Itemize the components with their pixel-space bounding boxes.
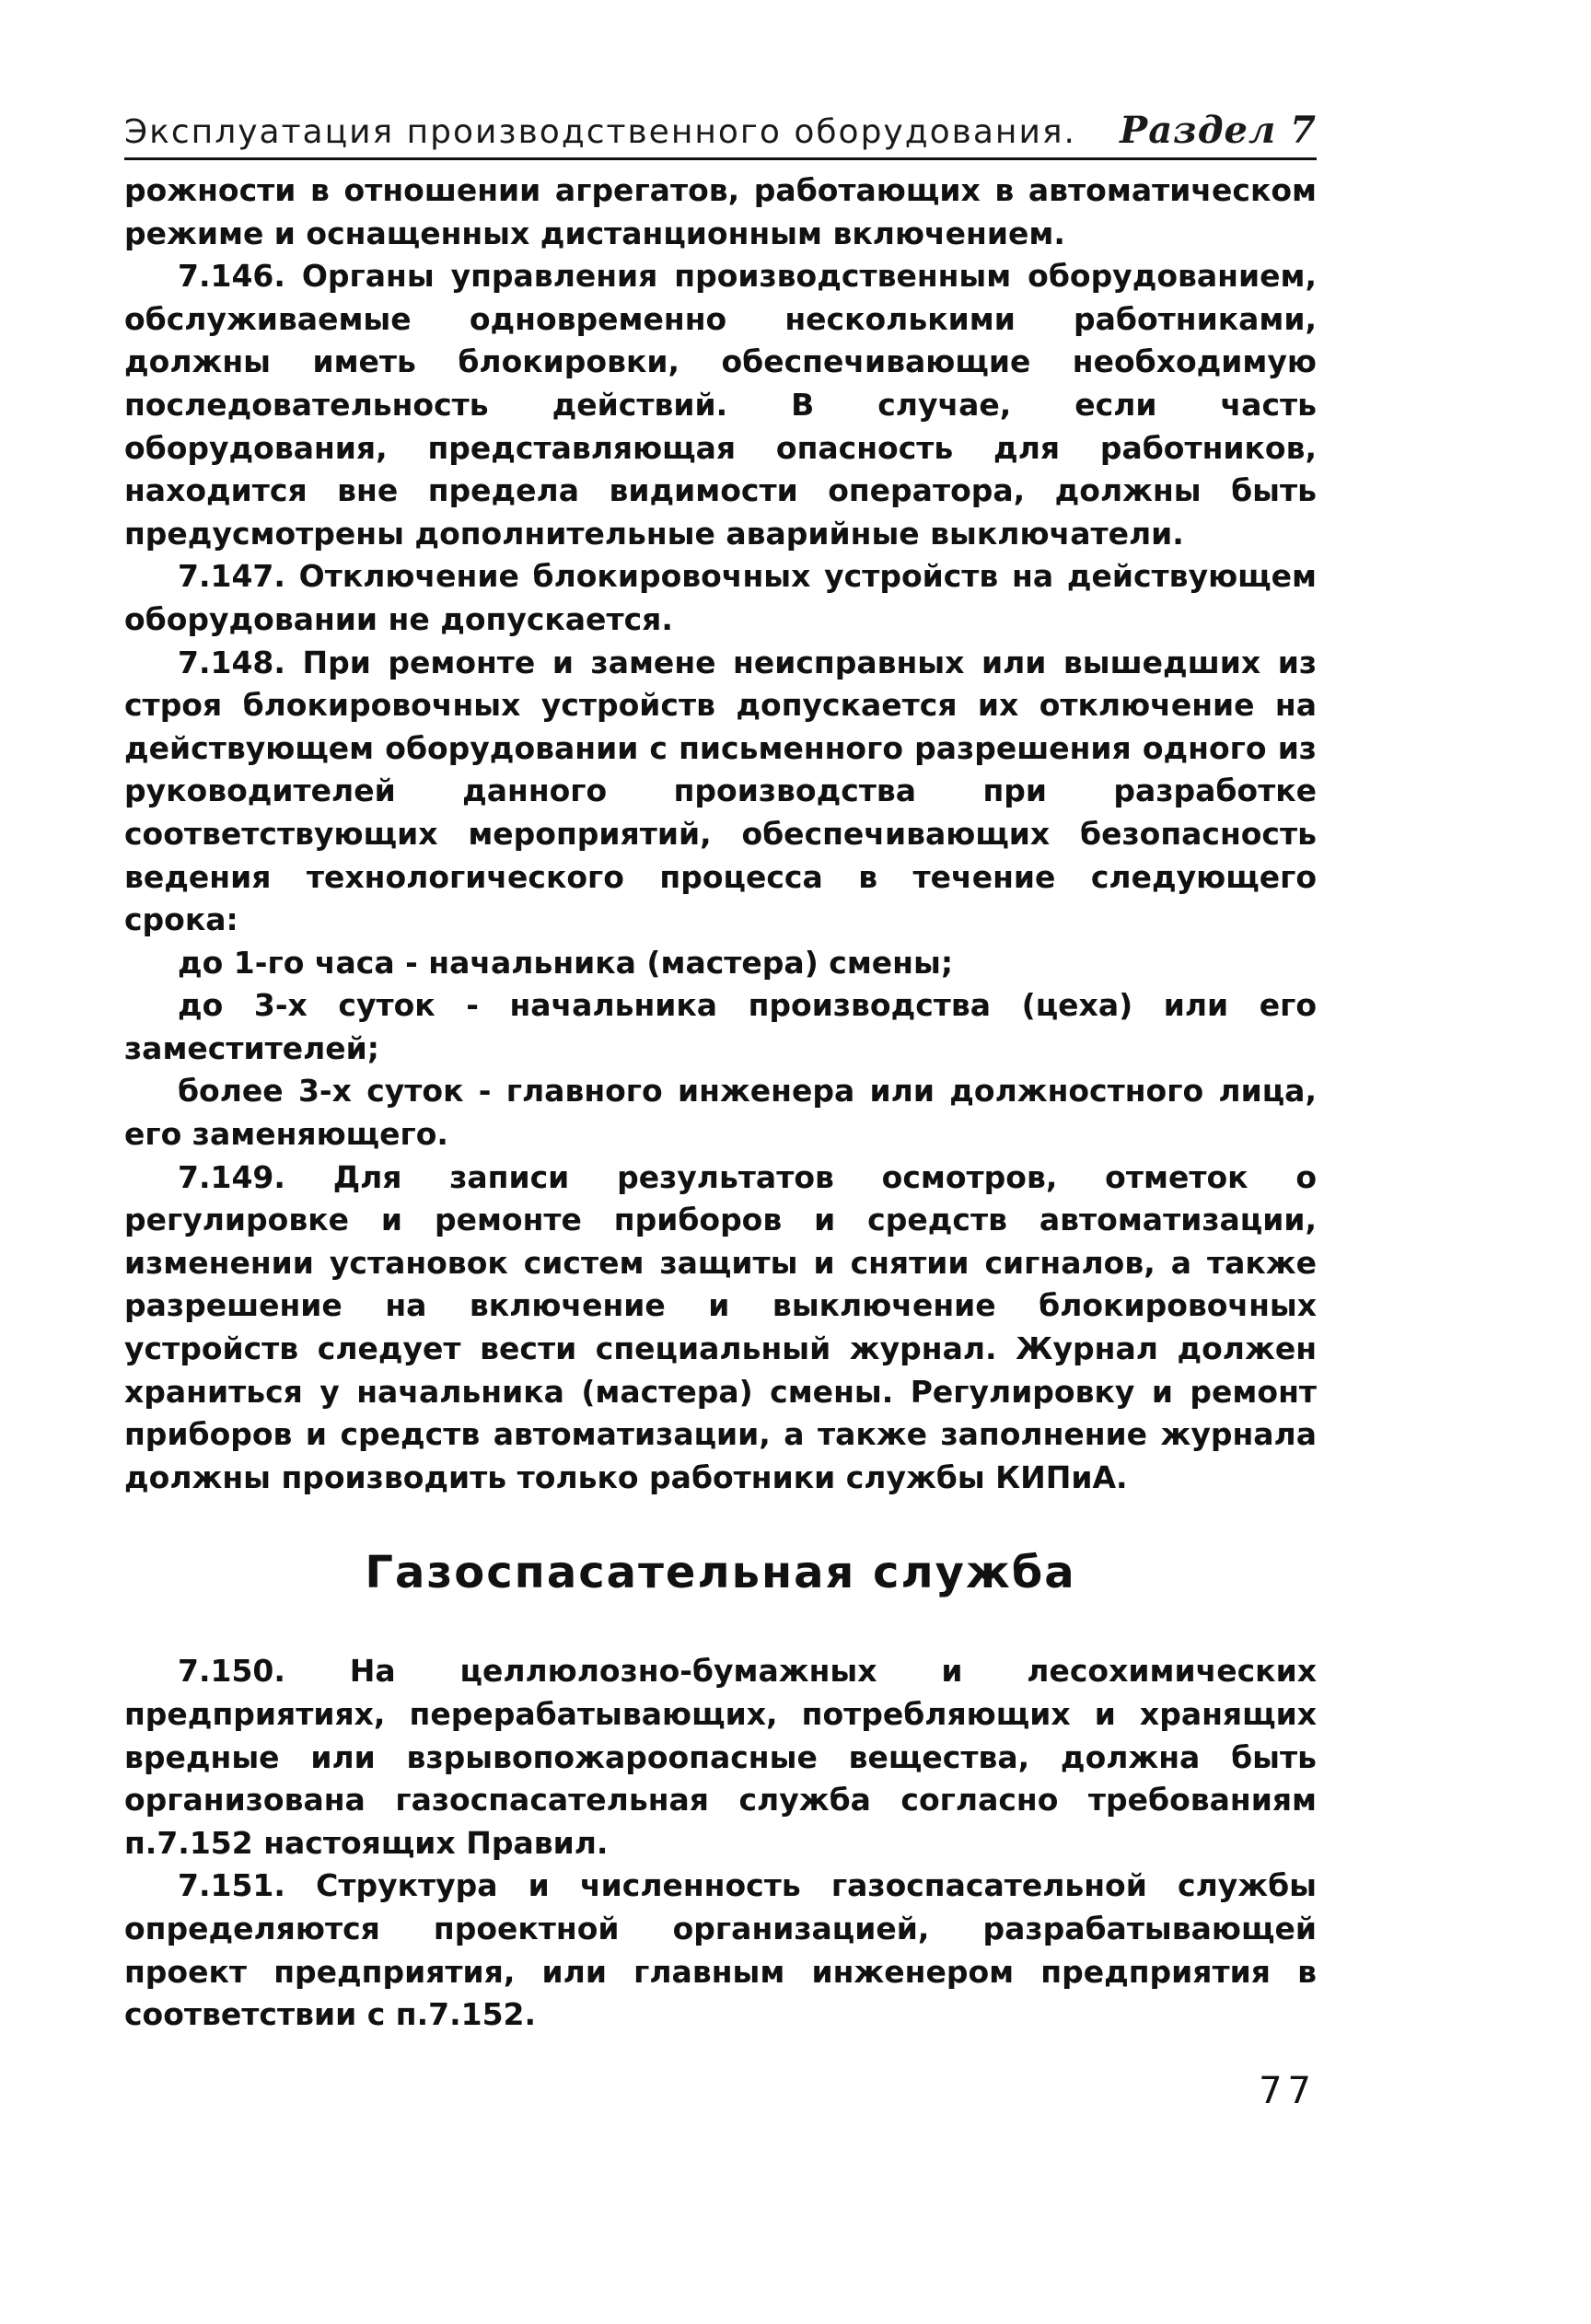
paragraph-7-147: 7.147. Отключение блокировочных устройств на действующем оборудовании не допускается. <box>124 558 1317 637</box>
section-heading: Газоспасательная служба <box>365 1547 1076 1599</box>
list-item-over-3-days: более 3-х суток - главного инженера или должностного лица, его заменяющего. <box>124 1073 1317 1153</box>
paragraph-7-150: 7.150. На целлюлозно-бумажных и лесохимических предприятиях, перерабатывающих, потребляющих и хранящих вредные или взрывопожароопасные вещества, должна быть организована газоспасательная служба согласно требованиям п.7.152 настоящих Правил. <box>124 1653 1317 1861</box>
list-item-3-days: до 3-х суток - начальника производства (цеха) или его заместителей; <box>124 987 1317 1066</box>
page-number: 77 <box>1259 2070 1317 2112</box>
document-page <box>124 109 1317 2037</box>
running-title: Эксплуатация производственного оборудования. <box>124 113 1076 151</box>
paragraph-7-151: 7.151. Структура и численность газоспасательной службы определяются проектной организацией, разрабатывающей проект предприятия, или главным инженером предприятия в соответствии с п.7.152. <box>124 1867 1317 2033</box>
paragraph-continuation: рожности в отношении агрегатов, работающих в автоматическом режиме и оснащенных дистанционным включением. <box>124 172 1317 251</box>
header-rule <box>124 157 1317 160</box>
section-label: Раздел 7 <box>1120 109 1317 152</box>
list-item-1-hour: до 1-го часа - начальника (мастера) смены; <box>178 944 954 981</box>
paragraph-7-149: 7.149. Для записи результатов осмотров, отметок о регулировке и ремонте приборов и средств автоматизации, изменении установок систем защиты и снятии сигналов, а также разрешение на включение и выключение блокировочных устройств следует вести специальный журнал. Журнал должен храниться у начальника (мастера) смены. Регулировку и ремонт приборов и средств автоматизации, а также заполнение журнала должны производить только работники службы КИПиА. <box>124 1158 1317 1495</box>
running-header <box>124 109 1317 157</box>
paragraph-7-146: 7.146. Органы управления производственным оборудованием, обслуживаемые одновременно несколькими работниками, должны иметь блокировки, обеспечивающие необходимую последовательность действий. В случае, если часть оборудования, представляющая опасность для работников, находится вне предела видимости оператора, должны быть предусмотрены дополнительные аварийные выключатели. <box>124 258 1317 552</box>
paragraph-7-148: 7.148. При ремонте и замене неисправных или вышедших из строя блокировочных устройств допускается их отключение на действующем оборудовании с письменного разрешения одного из руководителей данного производства при разработке соответствующих мероприятий, обеспечивающих безопасность ведения технологического процесса в течение следующего срока: <box>124 644 1317 938</box>
